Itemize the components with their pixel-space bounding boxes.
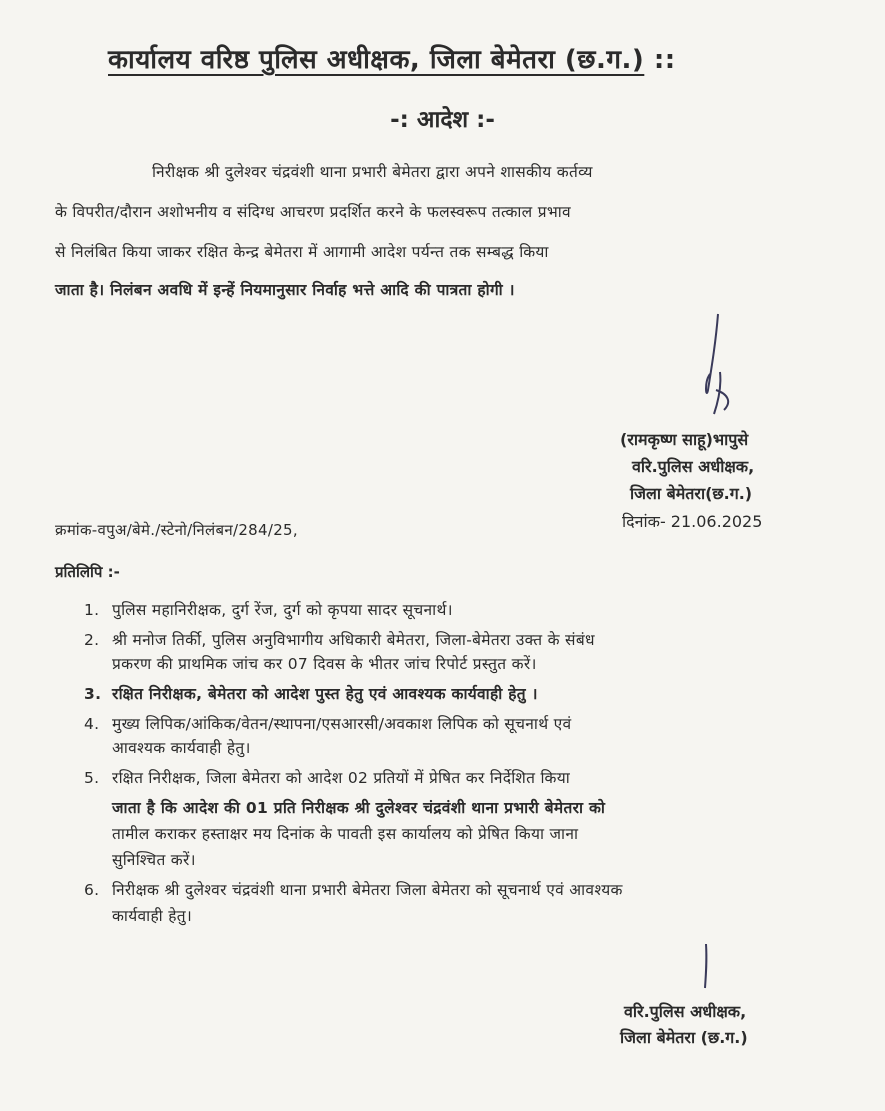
signatory-district: जिला बेमेतरा(छ.ग.) (630, 484, 753, 503)
order-title: -: आदेश :- (390, 107, 495, 133)
copy-item-6-cont: कार्यवाही हेतु। (112, 907, 193, 925)
copy-item-number: 1. (84, 601, 100, 619)
copy-item-2-cont: प्रकरण की प्राथमिक जांच कर 07 दिवस के भीतर जांच रिपोर्ट प्रस्तुत करें। (112, 655, 537, 673)
order-date: दिनांक- 21.06.2025 (622, 512, 763, 531)
signatory-name: (रामकृष्ण साहू)भापुसे (620, 430, 749, 449)
signatory-designation: वरि.पुलिस अधीक्षक, (632, 457, 755, 476)
order-body-line: निरीक्षक श्री दुलेश्वर चंद्रवंशी थाना प्रभारी बेमेतरा द्वारा अपने शासकीय कर्तव्य (152, 163, 593, 181)
copy-item-5-cont: तामील कराकर हस्ताक्षर मय दिनांक के पावती इस कार्यालय को प्रेषित किया जाना (112, 825, 579, 843)
copy-item-4-cont: आवश्यक कार्यवाही हेतु। (112, 739, 251, 757)
reference-number: क्रमांक-वपुअ/बेमे./स्टेनो/निलंबन/284/25, (55, 521, 298, 539)
copy-item-2 (84, 628, 595, 650)
copy-item-1 (84, 598, 453, 620)
copy-item-number: 5. (84, 769, 100, 787)
copy-to-heading: प्रतिलिपि :- (55, 563, 120, 581)
copy-item-text: रक्षित निरीक्षक, बेमेतरा को आदेश पुस्त हेतु एवं आवश्यक कार्यवाही हेतु । (112, 685, 538, 703)
handwritten-initial (698, 942, 718, 992)
copy-item-text: निरीक्षक श्री दुलेश्वर चंद्रवंशी थाना प्रभारी बेमेतरा जिला बेमेतरा को सूचनार्थ एवं आवश्यक (112, 881, 623, 899)
copy-item-5 (84, 766, 570, 788)
copy-item-number: 3. (84, 685, 102, 703)
copy-item-number: 6. (84, 881, 100, 899)
order-body-line: से निलंबित किया जाकर रक्षित केन्द्र बेमेतरा में आगामी आदेश पर्यन्त तक सम्बद्ध किया (55, 243, 549, 261)
office-title-suffix: :: (653, 45, 676, 75)
order-body-line: जाता है। निलंबन अवधि में इन्हें नियमानुसार निर्वाह भत्ते आदि की पात्रता होगी । (55, 281, 515, 299)
order-body-line: के विपरीत/दौरान अशोभनीय व संदिग्ध आचरण प्रदर्शित करने के फलस्वरूप तत्काल प्रभाव (55, 203, 571, 221)
bottom-signatory-designation: वरि.पुलिस अधीक्षक, (624, 1002, 747, 1021)
bottom-signatory-district: जिला बेमेतरा (छ.ग.) (620, 1028, 748, 1047)
copy-item-5-cont: जाता है कि आदेश की 01 प्रति निरीक्षक श्री दुलेश्वर चंद्रवंशी थाना प्रभारी बेमेतरा को (112, 799, 606, 817)
copy-item-text: पुलिस महानिरीक्षक, दुर्ग रेंज, दुर्ग को कृपया सादर सूचनार्थ। (112, 601, 453, 619)
copy-item-5-cont: सुनिश्चित करें। (112, 851, 196, 869)
copy-item-4 (84, 712, 571, 734)
copy-item-number: 4. (84, 715, 100, 733)
copy-item-3 (84, 682, 538, 704)
copy-item-text: रक्षित निरीक्षक, जिला बेमेतरा को आदेश 02 प्रतियों में प्रेषित कर निर्देशित किया (112, 769, 571, 787)
office-title (108, 40, 808, 76)
handwritten-signature (690, 310, 750, 420)
copy-item-text: श्री मनोज तिर्की, पुलिस अनुविभागीय अधिकारी बेमेतरा, जिला-बेमेतरा उक्त के संबंध (112, 631, 595, 649)
office-title-text: कार्यालय वरिष्ठ पुलिस अधीक्षक, जिला बेमेतरा (छ.ग.) (108, 45, 645, 75)
copy-item-6 (84, 878, 623, 900)
copy-item-number: 2. (84, 631, 100, 649)
copy-item-text: मुख्य लिपिक/आंकिक/वेतन/स्थापना/एसआरसी/अवकाश लिपिक को सूचनार्थ एवं (112, 715, 572, 733)
